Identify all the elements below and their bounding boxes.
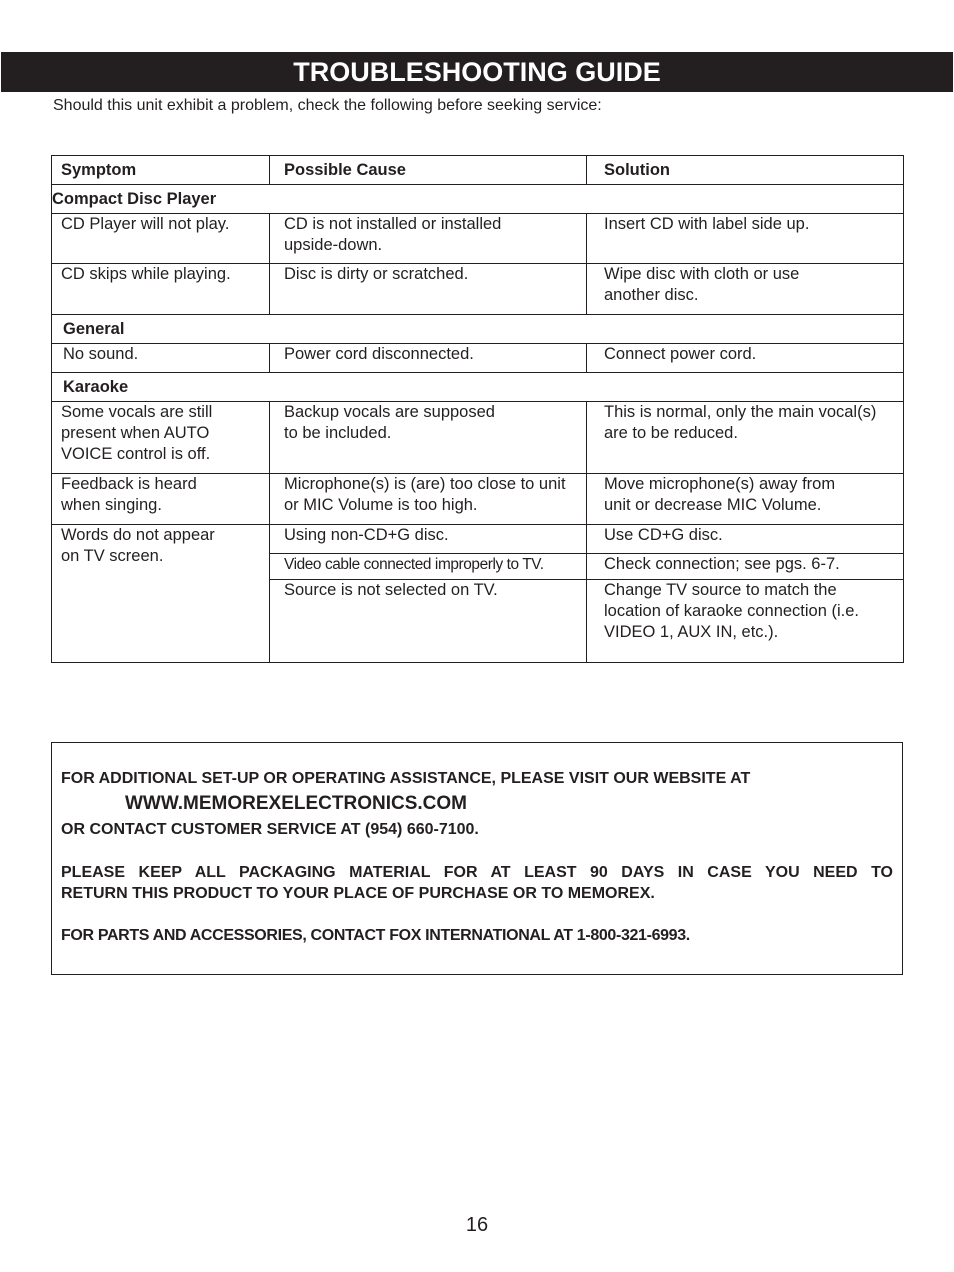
- cause-cell: Disc is dirty or scratched.: [270, 264, 587, 315]
- section-row-karaoke: [52, 373, 904, 402]
- symptom-cell: CD Player will not play.: [52, 214, 270, 264]
- symptom-cell: CD skips while playing.: [52, 264, 270, 315]
- section-row-cd: [52, 185, 904, 214]
- solution-cell: Check connection; see pgs. 6-7.: [587, 554, 904, 580]
- troubleshooting-table: [51, 155, 904, 663]
- header-solution: Solution: [587, 156, 904, 185]
- packaging-line-2: RETURN THIS PRODUCT TO YOUR PLACE OF PURCHASE OR TO MEMOREX.: [61, 885, 655, 902]
- table-row: [52, 525, 904, 554]
- solution-cell: Insert CD with label side up.: [587, 214, 904, 264]
- assistance-box: [51, 742, 903, 975]
- header-symptom: Symptom: [52, 156, 270, 185]
- table-header-row: [52, 156, 904, 185]
- solution-cell: Change TV source to match the location of karaoke connection (i.e. VIDEO 1, AUX IN, etc.).: [587, 580, 904, 663]
- symptom-cell: No sound.: [52, 344, 270, 373]
- symptom-cell: Some vocals are still present when AUTO VOICE control is off.: [52, 402, 270, 474]
- table-row: [52, 214, 904, 264]
- header-possible-cause: Possible Cause: [270, 156, 587, 185]
- assistance-line: FOR ADDITIONAL SET-UP OR OPERATING ASSISTANCE, PLEASE VISIT OUR WEBSITE AT: [61, 770, 751, 787]
- table-row: [52, 344, 904, 373]
- cause-cell: Power cord disconnected.: [270, 344, 587, 373]
- intro-text: Should this unit exhibit a problem, check the following before seeking service:: [53, 97, 602, 114]
- customer-service-line: OR CONTACT CUSTOMER SERVICE AT (954) 660-7100.: [61, 821, 479, 838]
- solution-cell: Use CD+G disc.: [587, 525, 904, 554]
- section-compact-disc-player: Compact Disc Player: [52, 185, 904, 214]
- page-number: 16: [465, 1214, 489, 1236]
- solution-cell: This is normal, only the main vocal(s) are to be reduced.: [587, 402, 904, 474]
- page-title: TROUBLESHOOTING GUIDE: [1, 52, 953, 92]
- section-karaoke: Karaoke: [52, 373, 904, 402]
- cause-cell: CD is not installed or installed upside-down.: [270, 214, 587, 264]
- solution-cell: Connect power cord.: [587, 344, 904, 373]
- cause-cell: Source is not selected on TV.: [270, 580, 587, 663]
- cause-cell: Video cable connected improperly to TV.: [270, 554, 587, 580]
- section-row-general: [52, 315, 904, 344]
- symptom-cell: Words do not appear on TV screen.: [52, 525, 270, 663]
- table-row: [52, 402, 904, 474]
- cause-cell: Backup vocals are supposed to be included.: [270, 402, 587, 474]
- section-general: General: [52, 315, 904, 344]
- solution-cell: Move microphone(s) away from unit or decrease MIC Volume.: [587, 474, 904, 525]
- table-row: [52, 474, 904, 525]
- packaging-line-1: PLEASE KEEP ALL PACKAGING MATERIAL FOR AT LEAST 90 DAYS IN CASE YOU NEED TO: [61, 864, 893, 881]
- cause-cell: Using non-CD+G disc.: [270, 525, 587, 554]
- table-row: [52, 264, 904, 315]
- symptom-cell: Feedback is heard when singing.: [52, 474, 270, 525]
- solution-cell: Wipe disc with cloth or use another disc.: [587, 264, 904, 315]
- cause-cell: Microphone(s) is (are) too close to unit or MIC Volume is too high.: [270, 474, 587, 525]
- website-text: WWW.MEMOREXELECTRONICS.COM: [125, 793, 467, 814]
- parts-line: FOR PARTS AND ACCESSORIES, CONTACT FOX INTERNATIONAL AT 1-800-321-6993.: [61, 927, 690, 944]
